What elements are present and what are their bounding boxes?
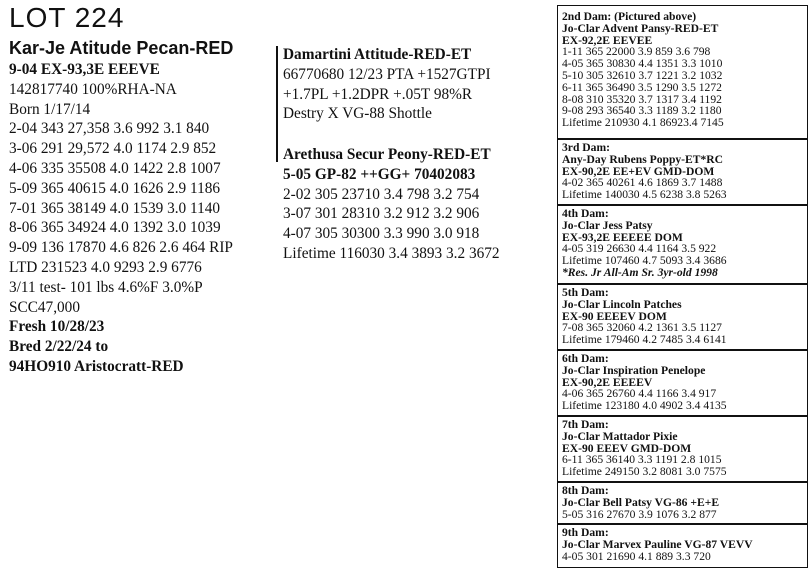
pedigree-dam-5 — [562, 287, 727, 346]
dam-lifetime: Lifetime 123180 4.0 4902 3.4 4135 — [562, 399, 727, 413]
dam-header: 9th Dam: — [562, 526, 609, 539]
dam-name: Jo-Clar Marvex Pauline VG-87 VEVV — [562, 537, 753, 551]
cow-born: Born 1/17/14 — [9, 100, 91, 118]
sire-name: Damartini Attitude-RED-ET — [283, 46, 472, 63]
divider-line — [276, 46, 278, 162]
dam-classification: EX-92,2E EEVEE — [562, 33, 653, 47]
dam-header: 6th Dam: — [562, 352, 609, 365]
dam-name: Arethusa Secur Peony-RED-ET — [283, 146, 491, 163]
cow-bred: Bred 2/22/24 to — [9, 338, 109, 356]
dam-record: 9-08 293 36540 3.3 1189 3.2 1180 — [562, 104, 722, 118]
dam-classification: EX-90 EEEEV DOM — [562, 309, 667, 323]
dam-header: 2nd Dam: (Pictured above) — [562, 10, 697, 23]
pedigree-dam-3 — [562, 142, 727, 201]
dam-classification: EX-90,2E EE+EV GMD-DOM — [562, 164, 715, 178]
cow-record: 9-09 136 17870 4.6 826 2.6 464 RIP — [9, 239, 233, 257]
dam-record: 6-11 365 36490 3.5 1290 3.5 1272 — [562, 80, 722, 94]
cow-record: 8-06 365 34924 4.0 1392 3.0 1039 — [9, 219, 221, 237]
dam-name: Jo-Clar Advent Pansy-RED-ET — [562, 21, 719, 35]
dam-record: 1-11 365 22000 3.9 859 3.6 798 — [562, 45, 711, 59]
dam-name: Jo-Clar Bell Patsy VG-86 +E+E — [562, 495, 720, 509]
sire-line: Destry X VG-88 Shottle — [283, 105, 432, 123]
cow-registration: 142817740 100%RHA-NA — [9, 80, 177, 98]
dam-lifetime: Lifetime 116030 3.4 3893 3.2 3672 — [283, 244, 500, 262]
dam-record: 4-06 365 26760 4.4 1166 3.4 917 — [562, 387, 717, 401]
dam-block — [283, 145, 500, 264]
pedigree-dam-7 — [562, 419, 727, 478]
cow-bred-sire: 94HO910 Aristocratt-RED — [9, 357, 184, 375]
cow-ltd: LTD 231523 4.0 9293 2.9 6776 — [9, 258, 202, 276]
dam-record: 8-08 310 35320 3.7 1317 3.4 1192 — [562, 92, 722, 106]
dam-name: Jo-Clar Lincoln Patches — [562, 297, 682, 311]
dam-record: 5-05 316 27670 3.9 1076 3.2 877 — [562, 507, 717, 521]
dam-record: 4-05 365 30830 4.4 1351 3.3 1010 — [562, 57, 723, 71]
cow-info — [9, 60, 233, 377]
dam-header: 3rd Dam: — [562, 141, 610, 154]
dam-name: Jo-Clar Inspiration Penelope — [562, 363, 706, 377]
dam-name: Jo-Clar Mattador Pixie — [562, 429, 678, 443]
sire-line: +1.7PL +1.2DPR +.05T 98%R — [283, 85, 473, 103]
pedigree-dam-4 — [562, 208, 727, 279]
dam-record: 4-05 301 21690 4.1 889 3.3 720 — [562, 549, 711, 563]
dam-header: 8th Dam: — [562, 484, 609, 497]
dam-classification: EX-90 EEEV GMD-DOM — [562, 441, 692, 455]
cow-record: 2-04 343 27,358 3.6 992 3.1 840 — [9, 120, 210, 138]
pedigree-dam-8 — [562, 485, 719, 520]
dam-header: 5th Dam: — [562, 286, 609, 299]
dam-lifetime: Lifetime 107460 4.7 5093 3.4 3686 — [562, 254, 727, 268]
section-divider — [557, 138, 808, 140]
cow-record: 5-09 365 40615 4.0 1626 2.9 1186 — [9, 179, 221, 197]
pedigree-dam-9 — [562, 527, 753, 562]
cow-name: Kar-Je Atitude Pecan-RED — [9, 38, 234, 58]
pedigree-dam-6 — [562, 353, 727, 412]
dam-record: 7-08 365 32060 4.2 1361 3.5 1127 — [562, 321, 722, 335]
dam-record: 6-11 365 36140 3.3 1191 2.8 1015 — [562, 453, 722, 467]
cow-record: 7-01 365 38149 4.0 1539 3.0 1140 — [9, 199, 221, 217]
cow-classification: 9-04 EX-93,3E EEEVE — [9, 61, 160, 78]
cow-test: 3/11 test- 101 lbs 4.6%F 3.0%P — [9, 278, 203, 296]
section-divider — [557, 415, 808, 417]
dam-record: 4-02 365 40261 4.6 1869 3.7 1488 — [562, 176, 723, 190]
dam-record: 5-10 305 32610 3.7 1221 3.2 1032 — [562, 68, 723, 82]
section-divider — [557, 349, 808, 351]
dam-record: 4-07 305 30300 3.3 990 3.0 918 — [283, 225, 480, 243]
cow-record: 4-06 335 35508 4.0 1422 2.8 1007 — [9, 159, 221, 177]
section-divider — [557, 283, 808, 285]
cow-fresh: Fresh 10/28/23 — [9, 318, 105, 336]
dam-lifetime: Lifetime 140030 4.5 6238 3.8 5263 — [562, 188, 727, 202]
dam-record: 3-07 301 28310 3.2 912 3.2 906 — [283, 205, 480, 223]
dam-header: 7th Dam: — [562, 418, 609, 431]
dam-record: 4-05 319 26630 4.4 1164 3.5 922 — [562, 242, 717, 256]
dam-lifetime: Lifetime 210930 4.1 86923.4 7145 — [562, 116, 724, 130]
dam-record: 2-02 305 23710 3.4 798 3.2 754 — [283, 185, 480, 203]
sire-line: 66770680 12/23 PTA +1527GTPI — [283, 65, 491, 83]
sire-block — [283, 45, 491, 124]
dam-header: 4th Dam: — [562, 207, 609, 220]
lot-number: LOT 224 — [9, 2, 125, 33]
dam-name: Any-Day Rubens Poppy-ET*RC — [562, 152, 724, 166]
dam-name: Jo-Clar Jess Patsy — [562, 218, 653, 232]
dam-classification: EX-93,2E EEEEE DOM — [562, 230, 683, 244]
pedigree-dam-2 — [562, 11, 724, 129]
section-divider — [557, 204, 808, 206]
dam-lifetime: Lifetime 249150 3.2 8081 3.0 7575 — [562, 465, 727, 479]
section-divider — [557, 523, 808, 525]
dam-note: *Res. Jr All-Am Sr. 3yr-old 1998 — [562, 265, 718, 279]
cow-record: 3-06 291 29,572 4.0 1174 2.9 852 — [9, 140, 217, 158]
section-divider — [557, 481, 808, 483]
dam-classification: EX-90,2E EEEEV — [562, 375, 653, 389]
dam-lifetime: Lifetime 179460 4.2 7485 3.4 6141 — [562, 333, 727, 347]
dam-classification: 5-05 GP-82 ++GG+ 70402083 — [283, 165, 476, 183]
cow-scc: SCC47,000 — [9, 298, 80, 316]
